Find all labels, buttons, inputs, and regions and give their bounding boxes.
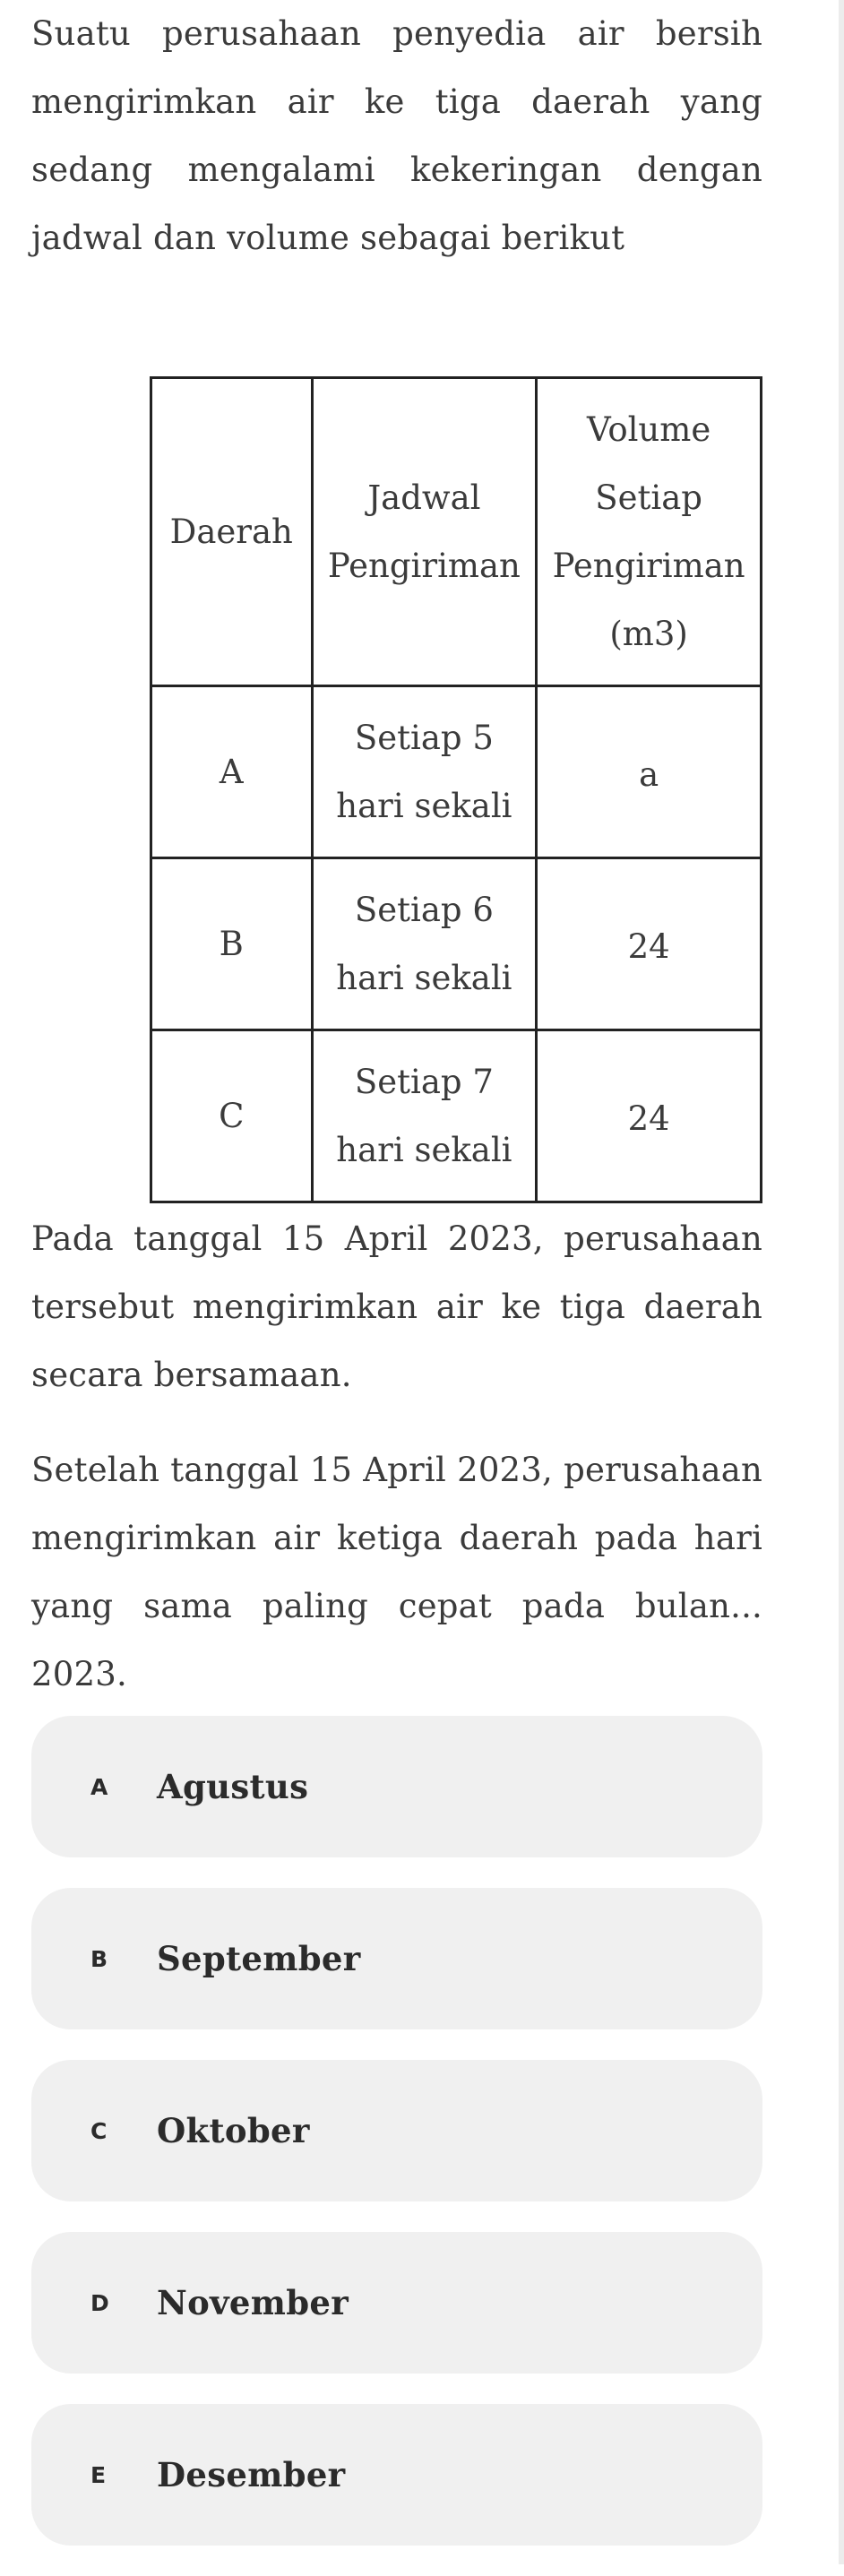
question-prompt: Setelah tanggal 15 April 2023, perusahaan mengirimkan air ketiga daerah pada hari yang sama paling cepat pada bulan... 2023. [31, 1451, 762, 1693]
schedule-table [150, 376, 762, 1203]
header-daerah: Daerah [151, 378, 313, 686]
cell-jadwal: Setiap 7 hari sekali [312, 1030, 537, 1202]
option-text: Oktober [157, 2111, 310, 2150]
option-text: Agustus [157, 1767, 309, 1806]
option-letter: E [90, 2461, 107, 2488]
scrollbar-track[interactable] [839, 0, 844, 2564]
option-text: September [157, 1939, 361, 1978]
option-text: Desember [157, 2455, 346, 2494]
question-after-table: Pada tanggal 15 April 2023, perusahaan tersebut mengirimkan air ke tiga daerah secara bersamaan. [31, 1219, 762, 1394]
option-letter: C [90, 2117, 108, 2144]
cell-volume: 24 [537, 1030, 762, 1202]
option-e-button[interactable] [31, 2404, 762, 2546]
option-c-button[interactable] [31, 2060, 762, 2201]
header-jadwal: Jadwal Pengiriman [312, 378, 537, 686]
table-row [151, 686, 762, 858]
option-letter: D [90, 2289, 109, 2316]
cell-volume: a [537, 686, 762, 858]
option-d-button[interactable] [31, 2232, 762, 2374]
cell-jadwal: Setiap 6 hari sekali [312, 858, 537, 1030]
option-text: November [157, 2283, 349, 2322]
cell-daerah: A [151, 686, 313, 858]
option-b-button[interactable] [31, 1888, 762, 2029]
option-a-button[interactable] [31, 1716, 762, 1857]
table-row [151, 1030, 762, 1202]
cell-jadwal: Setiap 5 hari sekali [312, 686, 537, 858]
answer-options [31, 1716, 762, 2576]
table-header-row [151, 378, 762, 686]
question-intro: Suatu perusahaan penyedia air bersih mengirimkan air ke tiga daerah yang sedang mengalami kekeringan dengan jadwal dan volume sebagai berikut [31, 14, 762, 257]
option-letter: A [90, 1773, 108, 1800]
option-letter: B [90, 1945, 108, 1972]
header-volume: Volume Setiap Pengiriman (m3) [537, 378, 762, 686]
table-row [151, 858, 762, 1030]
cell-daerah: B [151, 858, 313, 1030]
cell-daerah: C [151, 1030, 313, 1202]
cell-volume: 24 [537, 858, 762, 1030]
